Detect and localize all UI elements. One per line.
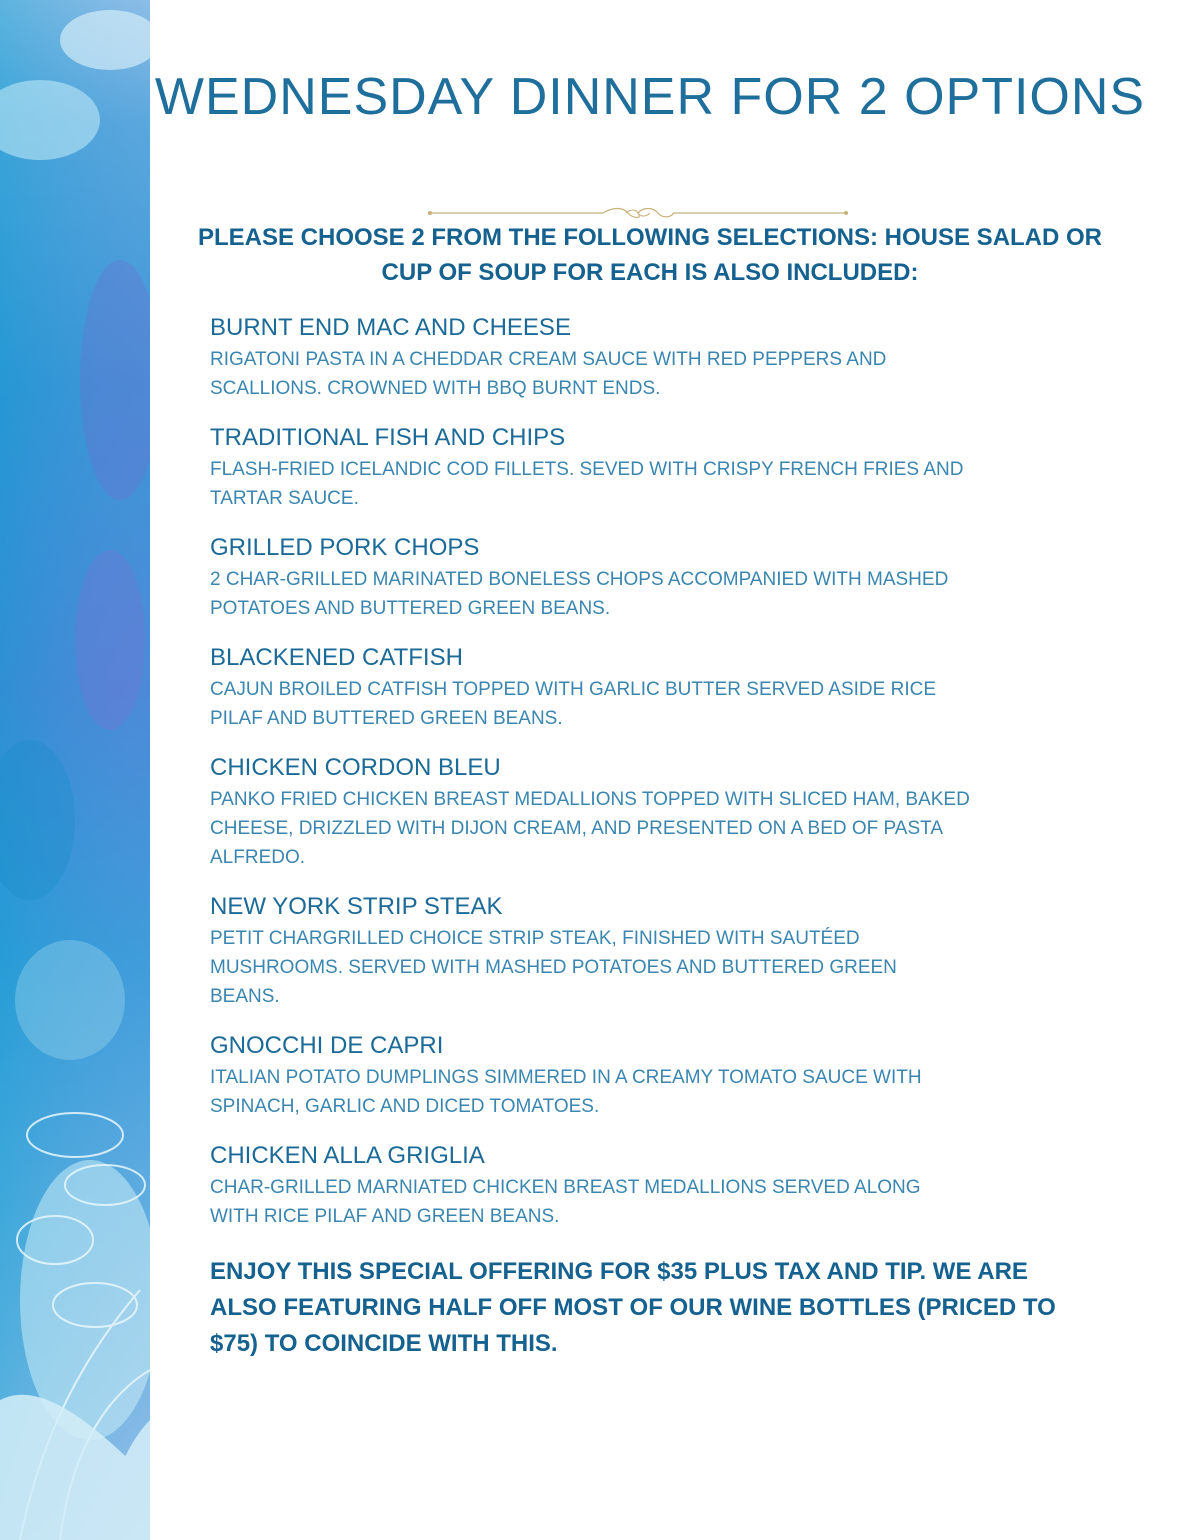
menu-item-description: ITALIAN POTATO DUMPLINGS SIMMERED IN A CREAMY TOMATO SAUCE WITH SPINACH, GARLIC AND DICED TOMATOES. — [210, 1067, 922, 1117]
menu-item-description: CHAR-GRILLED MARNIATED CHICKEN BREAST MEDALLIONS SERVED ALONG WITH RICE PILAF AND GREEN BEANS. — [210, 1177, 921, 1227]
menu-item-description: FLASH-FRIED ICELANDIC COD FILLETS. SEVED WITH CRISPY FRENCH FRIES AND TARTAR SAUCE. — [210, 459, 964, 509]
page-title: WEDNESDAY DINNER FOR 2 OPTIONS — [154, 68, 1146, 126]
menu-item-name: GNOCCHI DE CAPRI — [210, 1032, 444, 1059]
menu-item — [210, 421, 1010, 513]
menu-item — [210, 641, 1010, 733]
menu-item-name: CHICKEN CORDON BLEU — [210, 754, 501, 781]
ornament-divider — [428, 205, 848, 221]
menu-item-description: PANKO FRIED CHICKEN BREAST MEDALLIONS TOPPED WITH SLICED HAM, BAKED CHEESE, DRIZZLED WITH DIJON CREAM, AND PRESENTED ON A BED OF PASTA ALFREDO. — [210, 789, 970, 868]
menu-item-name: BURNT END MAC AND CHEESE — [210, 314, 571, 341]
menu-item-name: CHICKEN ALLA GRIGLIA — [210, 1142, 485, 1169]
menu-item — [210, 311, 1010, 403]
menu-item-name: GRILLED PORK CHOPS — [210, 534, 480, 561]
menu-item-description: PETIT CHARGRILLED CHOICE STRIP STEAK, FINISHED WITH SAUTÉED MUSHROOMS. SERVED WITH MASHED POTATOES AND BUTTERED GREEN BEANS. — [210, 928, 897, 1007]
menu-item-description: 2 CHAR-GRILLED MARINATED BONELESS CHOPS ACCOMPANIED WITH MASHED POTATOES AND BUTTERED GREEN BEANS. — [210, 569, 949, 619]
menu-content — [150, 0, 1190, 1540]
menu-item — [210, 890, 1010, 1011]
menu-item-name: NEW YORK STRIP STEAK — [210, 893, 503, 920]
special-offer-note: ENJOY THIS SPECIAL OFFERING FOR $35 PLUS TAX AND TIP. WE ARE ALSO FEATURING HALF OFF MOST OF OUR WINE BOTTLES (PRICED TO $75) TO COINCIDE WITH THIS. — [210, 1258, 1056, 1357]
menu-item — [210, 751, 1010, 872]
menu-item-description: CAJUN BROILED CATFISH TOPPED WITH GARLIC BUTTER SERVED ASIDE RICE PILAF AND BUTTERED GREEN BEANS. — [210, 679, 936, 729]
watercolor-decoration — [0, 0, 150, 1540]
menu-item-description: RIGATONI PASTA IN A CHEDDAR CREAM SAUCE WITH RED PEPPERS AND SCALLIONS. CROWNED WITH BBQ BURNT ENDS. — [210, 349, 887, 399]
selection-instructions: PLEASE CHOOSE 2 FROM THE FOLLOWING SELECTIONS: HOUSE SALAD OR CUP OF SOUP FOR EACH IS ALSO INCLUDED: — [197, 224, 1103, 286]
menu-item-name: TRADITIONAL FISH AND CHIPS — [210, 424, 566, 451]
menu-item — [210, 531, 1010, 623]
menu-item — [210, 1139, 1010, 1231]
menu-item — [210, 1029, 1010, 1121]
menu-item-name: BLACKENED CATFISH — [210, 644, 463, 671]
menu-items — [210, 311, 1010, 1249]
